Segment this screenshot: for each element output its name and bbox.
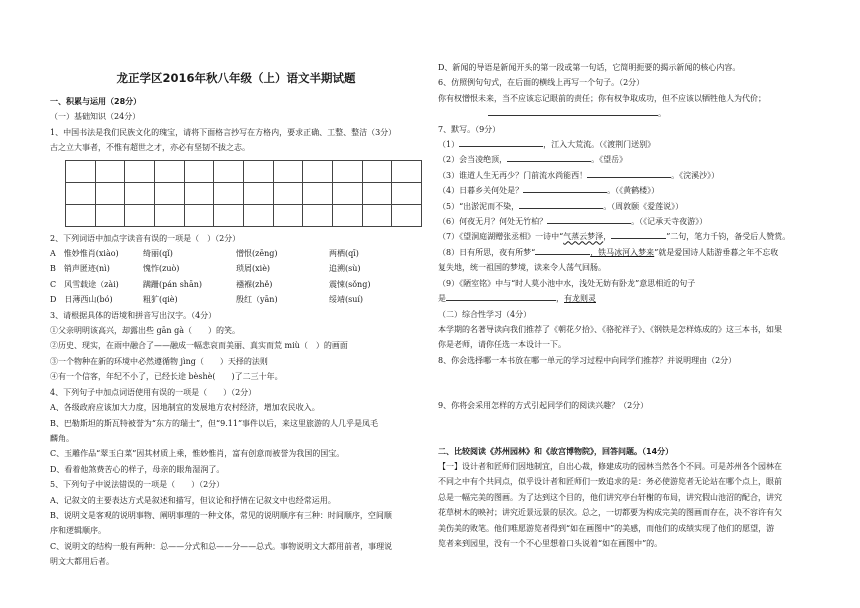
q7-item-4: （4）日暮乡关何处是？ 。（《黄鹤楼》）: [438, 183, 816, 198]
subsection-2-heading: （二）综合性学习（4分）: [438, 309, 532, 319]
q7-item-5: （5）“出淤泥而不染， 。（周敦颐《爱莲说》）: [438, 199, 816, 214]
q4-option-d: D、看着他煞费苦心的样子，母亲的眼角湿润了。: [50, 464, 225, 474]
q7-item-8: （8）日有所思，夜有所梦“ ，铁马冰河入梦来”就是爱国诗人陆游垂暮之年不忘收: [438, 245, 816, 260]
q6-example: 你有权憎恨未来，当不应该忘记眼前的责任；你有权争取成功，但不应该以牺牲他人为代价；: [438, 93, 766, 103]
question-1-quote: 古之立大事者，不惟有超世之才，亦必有坚韧不拔之志。: [50, 143, 250, 153]
q7-item-9: （9）《陋室铭》中与“时人莫小池中水，浅处无妨有卧龙”意思相近的句子: [438, 278, 696, 288]
question-8: 8、你会选择哪一本书放在哪一单元的学习过程中向同学们推荐？并说明理由（2分）: [438, 355, 737, 365]
exam-title: 龙正学区2016年秋八年级（上）语文半期试题: [116, 71, 356, 85]
q5-option-b-cont: 序和逻辑顺序。: [50, 526, 106, 536]
q7-item-3: （3）谁道人生无再少？门前流水尚能西！ 。《浣溪沙》）: [438, 168, 816, 183]
question-3: 3、请根据具体的语境和拼音写出汉字。（4分）: [50, 310, 217, 320]
q2-option-d: D 日薄西山(bó) 粗犷(qiè) 殷红（yān) 绥靖(suí): [50, 295, 364, 305]
q5-option-c-cont: 明文大都用后者。: [50, 557, 114, 567]
q8-answer-space[interactable]: [438, 368, 816, 398]
q2-option-c: C 风雪载途（zài) 蹒跚(pán shān) 襁褓(zhě) 震悚(sǒng): [50, 279, 371, 289]
q4-option-b: B、巴勒斯坦的斯瓦特被誉为“东方的瑞士”，但“9.11”事件以后，来这里旅游的人几乎是凤毛: [50, 418, 379, 428]
writing-grid[interactable]: [65, 160, 422, 227]
q5-option-c: C、说明文的结构一般有两种：总——分式和总——分——总式。事物说明文大都用前者，事理说: [50, 541, 393, 551]
q7-item-9-cont: 是 ，有龙则灵: [438, 291, 816, 306]
question-5: 5、下列句子中说法错误的一项是（ ）（2分）: [50, 480, 225, 490]
question-4: 4、下列句子中加点词语使用有误的一项是（ ）（2分）: [50, 387, 257, 397]
q4-option-c: C、玉雕作品“翠玉白菜”因其材质上乘，惟妙惟肖，富有创意而被誉为我国的国宝。: [50, 449, 345, 459]
comprehensive-intro-cont: 你是老师，请你任选一本设计一下。: [438, 340, 566, 350]
q5-option-a: A、记叙文的主要表达方式是叙述和描写，但议论和抒情在记叙文中也经常运用。: [50, 495, 336, 505]
question-6: 6、仿照例句句式，在后面的横线上再写一个句子。（2分）: [438, 78, 645, 88]
q3-item-2: ②历史、现实，在雨中融合了——融成一幅悲哀而美丽、真实而荒 miù（ ）的画面: [50, 341, 348, 351]
q7-item-6: （6）何夜无月？何处无竹柏？ 。（《记承天寺夜游》）: [438, 214, 816, 229]
q3-item-3: ③一个物种在新的环境中必然遵循物 jìng（ ）天择的法则: [50, 356, 268, 366]
q9-answer-space[interactable]: [438, 414, 816, 444]
question-2: 2、下列词语中加点字读音有误的一项是（ ）（2分）: [50, 233, 241, 243]
passage-line-3: 总是一幅完美的图画。为了达到这个目的，他们讲究亭台轩榭的布局，讲究假山池沼的配合，讲究: [438, 492, 782, 502]
q6-answer-line[interactable]: 。: [438, 106, 816, 121]
left-column: [50, 60, 422, 570]
q2-option-b: B 销声匿迹(nì) 愧怍(zuò) 琐屑(xiè) 追溯(sù): [50, 264, 361, 274]
q7-item-7: （7）《望洞庭湖赠张丞相》一诗中“气蒸云梦泽， ”二句，笔力千钧，备受后人赞赏。: [438, 229, 816, 244]
q7-item-1: （1） ，江入大荒流。（《渡荆门送别》: [438, 137, 816, 152]
question-9: 9、你将会采用怎样的方式引起同学们的阅读兴趣？（2分）: [438, 401, 649, 411]
q7-item-2: （2）会当凌绝顶， 。《望岳》: [438, 152, 816, 167]
question-1: 1、中国书法是我们民族文化的瑰宝，请将下面格言抄写在方格内，要求正确、工整、整洁（3分）: [50, 127, 397, 137]
subsection-1-heading: （一）基础知识（24分）: [50, 112, 141, 122]
question-7: 7、默写。（9分）: [438, 124, 501, 134]
comprehensive-intro: 本学期的名著导读向我们推荐了《朝花夕拾》、《骆驼祥子》、《钢铁是怎样炼成的》这三本书，如果: [438, 324, 782, 334]
passage-line-6: 览者来到园里，没有一个不心里想着口头说着“如在画图中”的。: [438, 538, 663, 548]
q5-option-b: B、说明文是客观的说明事物、阐明事理的一种文体，常见的说明顺序有三种：时间顺序，空间顺: [50, 510, 392, 520]
passage-line-2: 不同之中有个共同点，似乎设计者和匠师们一致追求的是：务必使游览者无论站在哪个点上，眼前: [438, 477, 782, 487]
q3-item-4: ④有一个信客，年纪不小了，已经长途 bèshè( )了二三十年。: [50, 372, 283, 382]
right-column: [438, 60, 816, 551]
passage-line-1: 【一】设计者和匠师们因地制宜，自出心裁，修建成功的园林当然各个不同。可是苏州各个园林在: [438, 461, 782, 471]
q4-option-b-cont: 麟角。: [50, 433, 74, 443]
section-1-heading: 一、积累与运用（28分）: [50, 97, 142, 106]
section-2-heading: 二、比较阅读《苏州园林》和《故宫博物院》，回答问题。（14分）: [438, 446, 674, 456]
passage-line-5: 美伤美的败笔。他们唯愿游览者得到“如在画图中”的美感，而他们的成绩实现了他们的愿望，游: [438, 523, 775, 533]
q3-item-1: ①父亲明明该高兴，却露出些 gān gà（ ）的笑。: [50, 326, 241, 336]
q4-option-a: A、各级政府应该加大力度，因地制宜的发展地方农村经济，增加农民收入。: [50, 403, 320, 413]
q7-item-8-cont: 复失地，统一祖国的梦境，读来令人荡气回肠。: [438, 263, 606, 273]
q2-option-a: A 惟妙惟肖(xiào) 绮丽(qǐ) 憎恨(zēng) 两栖(qī): [50, 249, 359, 259]
passage-line-4: 花草树木的映衬；讲究近景远景的层次。总之，一切都要为构成完美的图画而存在，决不容许有欠: [438, 508, 782, 518]
q5-option-d: D、新闻的导语是新闻开头的第一段或第一句话，它简明扼要的揭示新闻的核心内容。: [438, 63, 741, 72]
